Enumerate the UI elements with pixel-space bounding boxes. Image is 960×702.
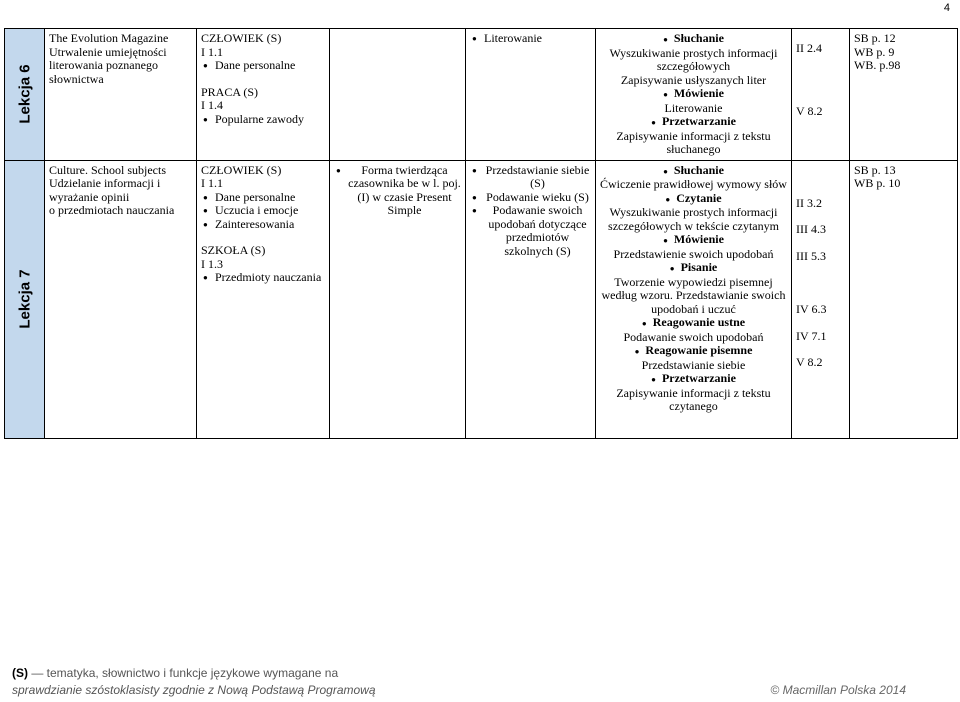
references-cell <box>850 160 958 438</box>
skills-list <box>600 32 787 47</box>
reference-line: WB. p.98 <box>854 58 901 72</box>
vocab-item: ● Zainteresowania <box>201 218 325 232</box>
skill-text: Ćwiczenie prawidłowej wymowy słów <box>600 177 787 191</box>
vocab-item: ● Uczucia i emocje <box>201 204 325 218</box>
vocab-item: ● Dane personalne <box>201 191 325 205</box>
skill-text: Zapisywanie informacji z tekstu słuchanego <box>616 128 771 156</box>
requirement-code: IV 7.1 <box>796 328 827 343</box>
footer-line-1: — tematyka, słownictwo i funkcje językowe wymagane na <box>31 666 339 680</box>
skill-text: Literowanie <box>664 100 723 115</box>
grammar-item: ● Forma twierdząca czasownika be w l. poj. (I) w czasie Present Simple <box>334 164 461 218</box>
vocabulary-cell <box>197 160 330 438</box>
requirement-code: V 8.2 <box>796 103 823 118</box>
topic-line: The Evolution Magazine <box>49 31 169 45</box>
lesson-label-cell <box>5 160 45 438</box>
grammar-list <box>334 164 461 218</box>
grammar-cell <box>330 29 466 161</box>
function-item: ● Podawanie swoich upodobań dotyczące przedmiotów szkolnych (S) <box>470 204 591 258</box>
requirement-code: V 8.2 <box>796 355 823 369</box>
reference-line: SB p. 13 <box>854 162 896 177</box>
skill-text: Podawanie swoich upodobań <box>623 329 764 344</box>
skill-heading: ● Słuchanie <box>600 164 787 179</box>
functions-list <box>470 32 591 46</box>
skill-text: Przedstawienie swoich upodobań <box>613 246 774 261</box>
lesson-label-cell <box>5 29 45 161</box>
vocab-list <box>201 59 325 73</box>
vocab-item: ● Dane personalne <box>201 59 325 73</box>
reference-line: SB p. 12 <box>854 31 896 45</box>
skill-text: Zapisywanie usłyszanych liter <box>620 72 767 87</box>
reference-line: WB p. 10 <box>854 176 901 190</box>
topic-line: Culture. School subjects <box>49 162 166 177</box>
vocab-list <box>201 113 325 127</box>
topic-line: literowania poznanego <box>49 58 158 72</box>
topic-line: Udzielanie informacji i <box>49 176 161 190</box>
vocab-code: I 1.3 <box>201 256 223 271</box>
skill-heading: ● Słuchanie <box>600 32 787 47</box>
vocab-code: I 1.1 <box>201 176 223 190</box>
topic-cell <box>45 29 197 161</box>
skill-heading: ● Mówienie <box>600 233 787 248</box>
vocab-code: I 1.4 <box>201 98 223 112</box>
topic-line: wyrażanie opinii <box>49 189 130 204</box>
requirement-code: III 4.3 <box>796 222 826 236</box>
function-item: ● Literowanie <box>470 32 591 46</box>
skill-heading: ● Czytanie <box>600 192 787 207</box>
skill-heading: ● Mówienie <box>600 87 787 102</box>
vocab-item: ● Przedmioty nauczania <box>201 271 325 285</box>
lesson-row-7 <box>5 160 958 438</box>
requirement-code: II 2.4 <box>796 41 822 55</box>
topic-line: Utrwalenie umiejętności <box>49 44 167 59</box>
functions-list <box>470 164 591 259</box>
grammar-cell <box>330 160 466 438</box>
vocab-item: ● Popularne zawody <box>201 113 325 127</box>
skill-heading: ● Przetwarzanie <box>600 115 787 130</box>
lesson-label: Lekcja 7 <box>15 269 33 329</box>
function-item: ● Podawanie wieku (S) <box>470 191 591 205</box>
topic-line: o przedmiotach nauczania <box>49 203 175 217</box>
functions-cell <box>466 29 596 161</box>
topic-line: słownictwa <box>49 71 104 86</box>
function-item: ● Przedstawianie siebie (S) <box>470 164 591 191</box>
functions-cell <box>466 160 596 438</box>
vocab-heading: PRACA (S) <box>201 84 259 99</box>
skill-text: Przedstawianie siebie <box>641 357 746 372</box>
copyright-text: © Macmillan Polska 2014 <box>770 683 906 697</box>
topic-cell <box>45 160 197 438</box>
vocab-code: I 1.1 <box>201 44 223 59</box>
references-cell <box>850 29 958 161</box>
requirement-code: II 3.2 <box>796 195 822 210</box>
requirement-code: IV 6.3 <box>796 302 827 316</box>
vocab-heading: CZŁOWIEK (S) <box>201 162 282 177</box>
lesson-row-6 <box>5 29 958 161</box>
skill-text: Tworzenie wypowiedzi pisemnej według wzoru. Przedstawianie swoich upodobań i uczuć <box>601 274 786 316</box>
vocab-list <box>201 271 325 285</box>
skill-heading: ● Przetwarzanie <box>600 372 787 387</box>
page-number: 4 <box>943 2 950 14</box>
footer-line-2: sprawdzianie szóstoklasisty zgodnie z Nową Podstawą Programową <box>12 683 376 697</box>
footer-marker: (S) <box>12 666 28 680</box>
skill-heading: ● Reagowanie pisemne <box>600 344 787 359</box>
lesson-label: Lekcja 6 <box>15 64 33 124</box>
skills-cell <box>596 29 792 161</box>
requirement-code: III 5.3 <box>796 248 826 263</box>
requirements-cell <box>792 160 850 438</box>
reference-line: WB p. 9 <box>854 44 895 59</box>
vocab-heading: SZKOŁA (S) <box>201 243 266 257</box>
requirements-cell <box>792 29 850 161</box>
vocabulary-cell <box>197 29 330 161</box>
skills-cell <box>596 160 792 438</box>
lesson-plan-table <box>4 28 958 439</box>
skill-text: Zapisywanie informacji z tekstu czytanego <box>616 385 771 413</box>
skill-text: Wyszukiwanie prostych informacji szczegółowych <box>609 45 778 73</box>
footer-note <box>12 665 952 699</box>
skill-heading: ● Pisanie <box>600 261 787 276</box>
skill-text: Wyszukiwanie prostych informacji szczegółowych w tekście czytanym <box>608 205 779 233</box>
vocab-heading: CZŁOWIEK (S) <box>201 31 282 45</box>
vocab-list <box>201 191 325 232</box>
skill-heading: ● Reagowanie ustne <box>600 316 787 331</box>
